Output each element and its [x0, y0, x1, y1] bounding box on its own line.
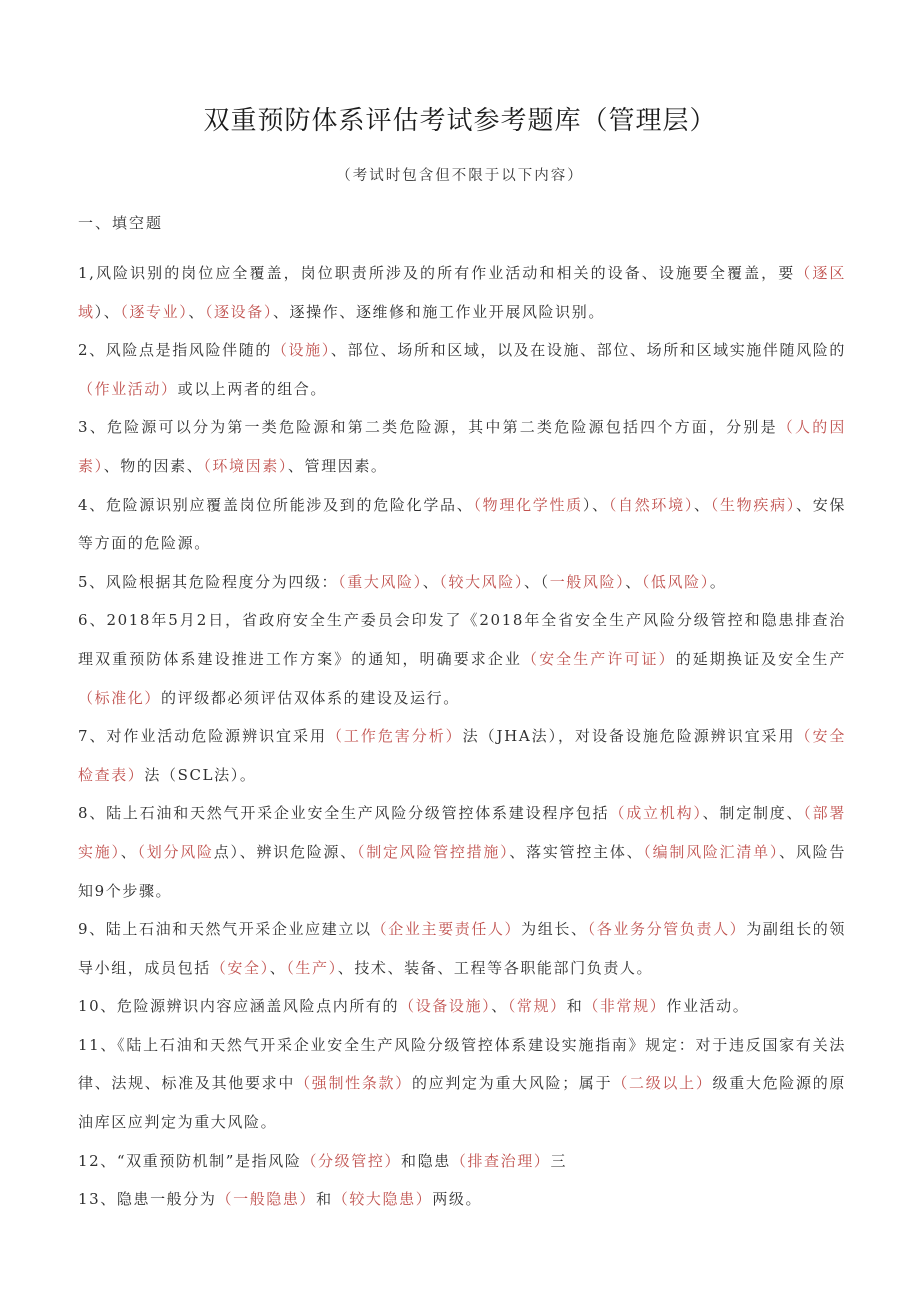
answer-text: （划分风险 [137, 842, 214, 861]
answer-text: （生物疾病） [710, 495, 796, 514]
question-text: 点）、辨识危险源、 [213, 842, 357, 861]
answer-text: （企业主要责任人） [371, 920, 522, 939]
answer-text: （成立机构） [609, 804, 703, 823]
question-text: 为副组长的领导小组，成员包括 [78, 920, 846, 977]
document-title: 双重预防体系评估考试参考题库（管理层） [203, 106, 717, 136]
answer-text: （物理化学性质 [473, 495, 583, 514]
question-text: 6、2018年5月2日，省政府安全生产委员会印发了《2018年全省安全生产风险分级管控和隐患排查治理双重预防体系建设推进工作方案》的通知，明确要求企业 [78, 611, 846, 668]
question-text: 级重大危险源的原油库区应判定为重大风险。 [78, 1074, 846, 1132]
question-item [78, 601, 846, 717]
question-text: 、物的因素、 [103, 456, 204, 475]
answer-text: （安全检查表） [78, 727, 847, 784]
answer-text: （设施） [271, 341, 331, 360]
question-text: 、 [422, 572, 440, 591]
question-text: 的延期换证及安全生产 [675, 649, 846, 668]
question-text: 和 [566, 997, 584, 1016]
answer-text: （生产） [286, 958, 338, 977]
document-subtitle: （考试时包含但不限于以下内容） [336, 168, 584, 184]
question-text: 7、对作业活动危险源辨识宜采用 [78, 727, 327, 746]
question-text: 、（ [523, 572, 550, 591]
question-item [78, 987, 846, 1026]
question-text: 和 [316, 1190, 333, 1209]
question-text: 5、风险根据其危险程度分为四级： [78, 572, 339, 591]
question-text: 9、陆上石油和天然气开采企业应建立以 [78, 920, 372, 939]
question-text: 、安保等方面的危险源。 [78, 495, 847, 553]
question-text: 和隐患 [401, 1151, 451, 1170]
answer-text: （各业务分管负责人） [587, 920, 747, 939]
question-text: 。 [709, 572, 727, 591]
question-text: 3、危险源可以分为第一类危险源和第二类危险源，其中第二类危险源包括四个方面，分别是 [78, 418, 778, 437]
answer-text: （人的因素） [78, 418, 847, 475]
question-text: 10、危险源辨识内容应涵盖风险点内所有的 [78, 997, 400, 1016]
question-text: 或以上两者的组合。 [177, 379, 328, 398]
question-text: 作业活动。 [666, 997, 750, 1016]
question-text: 、管理因素。 [287, 456, 388, 475]
question-text: 、 [491, 997, 508, 1016]
section-heading: 一、填空题 [78, 214, 164, 232]
question-text: 11、《陆上石油和天然气开采企业安全生产风险分级管控体系建设实施指南》规定：对于违反国家有关法律、法规、标准及其他要求中 [78, 1035, 846, 1093]
answer-text: （作业活动） [78, 379, 178, 398]
answer-text: （逐设备） [204, 302, 273, 321]
question-text: 法（SCL法）。 [144, 765, 257, 784]
answer-text: （安全生产许可证） [522, 649, 676, 668]
question-text: 三 [550, 1151, 568, 1170]
question-text: 、落实管控主体、 [509, 842, 644, 861]
question-text: 两级。 [432, 1190, 483, 1209]
answer-text: （强制性条款） [295, 1074, 412, 1093]
answer-text: （较大风险） [439, 572, 524, 591]
answer-text: （自然环境） [608, 495, 695, 514]
question-text: 2、风险点是指风险伴随的 [78, 341, 272, 360]
answer-text: （工作危害分析） [326, 727, 463, 746]
question-text: 8、陆上石油和天然气开采企业安全生产风险分级管控体系建设程序包括 [78, 804, 610, 823]
question-text: 、 [694, 495, 711, 514]
answer-text: （制定风险管控措施） [356, 842, 510, 861]
question-item [78, 254, 846, 331]
answer-text: （设备设施） [399, 997, 492, 1016]
question-item [78, 563, 846, 602]
answer-text: （二级以上） [612, 1074, 713, 1093]
question-text: 、 [625, 572, 642, 591]
question-text: 、 [269, 958, 287, 977]
question-text: 、 [188, 302, 205, 321]
answer-text: 一般风险） [549, 572, 626, 591]
question-text: 法（JHA法），对设备设施危险源辨识宜采用 [462, 727, 796, 746]
answer-text: （安全） [210, 958, 270, 977]
question-item [78, 331, 846, 408]
question-item [78, 1026, 846, 1142]
answer-text: （逐区域 [78, 264, 846, 321]
answer-text: （重大风险） [338, 572, 423, 591]
question-text: 为组长、 [521, 920, 588, 939]
answer-text: （常规） [507, 997, 567, 1016]
question-text: 13、隐患一般分为 [78, 1190, 217, 1209]
question-text: 、技术、装备、工程等各职能部门负责人。 [337, 958, 654, 977]
question-text: 、制定制度、 [702, 804, 804, 823]
answer-text: （较大隐患） [332, 1190, 433, 1209]
question-text: ）、 [94, 302, 121, 321]
question-text: 1,风险识别的岗位应全覆盖，岗位职责所涉及的所有作业活动和相关的设备、设施要全覆盖，要 [78, 264, 796, 282]
answer-text: （逐专业） [120, 302, 189, 321]
question-item [78, 910, 846, 987]
answer-text: （低风险） [641, 572, 710, 591]
question-item [78, 408, 846, 485]
question-text: 、风险告知9个步骤。 [78, 842, 846, 900]
question-item [78, 717, 846, 794]
answer-text: （非常规） [583, 997, 667, 1016]
answer-text: （排查治理） [450, 1151, 551, 1170]
question-text: 的应判定为重大风险；属于 [411, 1074, 613, 1093]
question-item [78, 794, 846, 910]
answer-text: （标准化） [78, 688, 162, 707]
question-text: 、 [120, 842, 138, 861]
question-text: 、逐操作、逐维修和施工作业开展风险识别。 [272, 302, 605, 321]
answer-text: （环境因素） [203, 456, 288, 475]
answer-text: （编制风险汇清单） [643, 842, 780, 861]
question-list [78, 254, 846, 1219]
question-item [78, 486, 846, 563]
answer-text: （部署实施） [78, 804, 847, 861]
question-item [78, 1180, 846, 1219]
answer-text: （一般隐患） [216, 1190, 317, 1209]
question-text: ）、 [582, 495, 609, 514]
answer-text: （分级管控） [301, 1151, 402, 1170]
question-item [78, 1142, 846, 1181]
question-text: 的评级都必须评估双体系的建设及运行。 [161, 688, 460, 707]
question-text: 、部位、场所和区域，以及在设施、部位、场所和区域实施伴随风险的 [330, 341, 846, 360]
question-text: 12、“双重预防机制”是指风险 [78, 1151, 302, 1170]
question-text: 4、危险源识别应覆盖岗位所能涉及到的危险化学品、 [78, 495, 474, 514]
